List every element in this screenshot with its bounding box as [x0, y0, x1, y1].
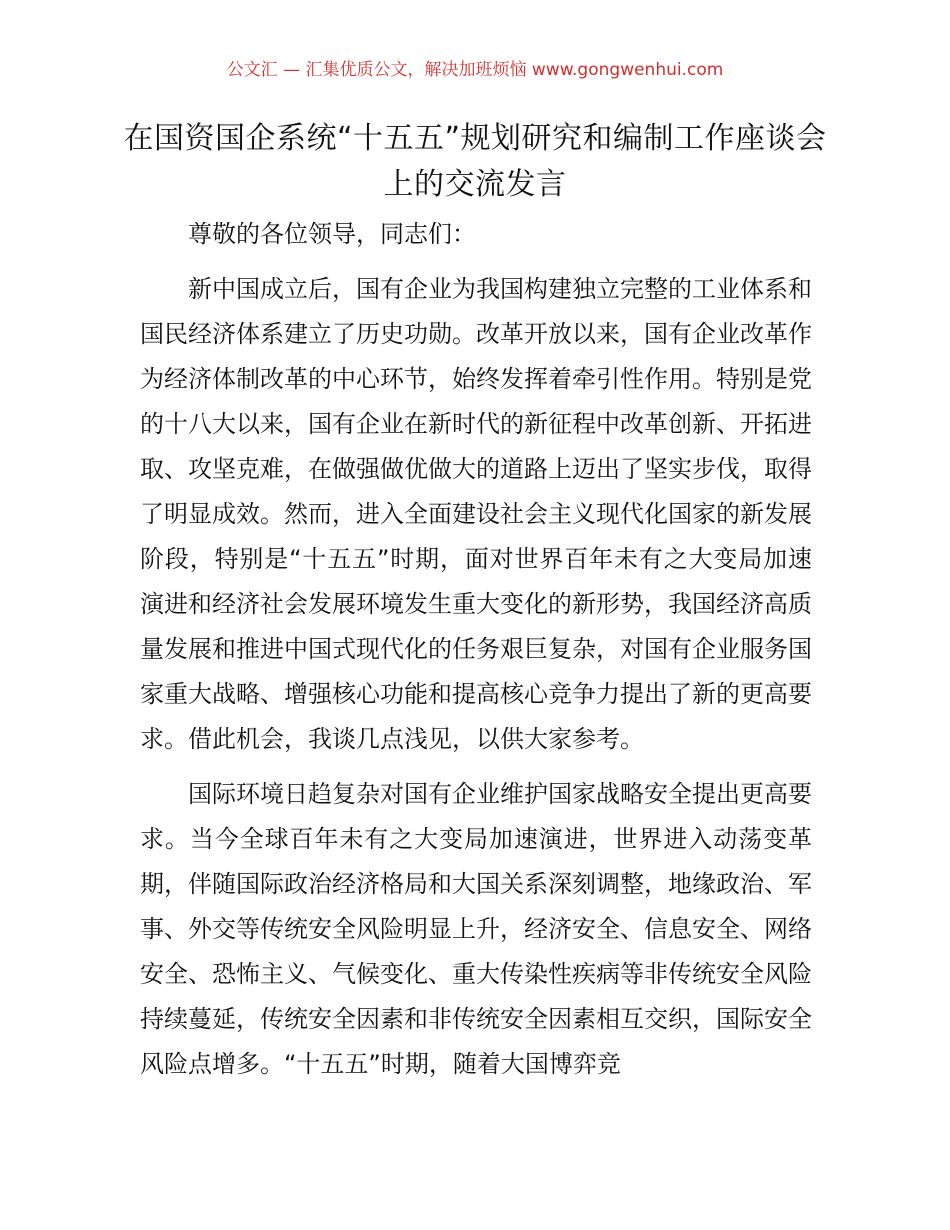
paragraph-intro: 新中国成立后，国有企业为我国构建独立完整的工业体系和国民经济体系建立了历史功勋。改革开放以来，国有企业改革作为经济体制改革的中心环节，始终发挥着牵引性作用。特别是党的十八大以来，国有企业在新时代的新征程中改革创新、开拓进取、攻坚克难，在做强做优做大的道路上迈出了坚实步伐，取得了明显成效。然而，进入全面建设社会主义现代化国家的新发展阶段，特别是“十五五”时期，面对世界百年未有之大变局加速演进和经济社会发展环境发生重大变化的新形势，我国经济高质量发展和推进中国式现代化的任务艰巨复杂，对国有企业服务国家重大战略、增强核心功能和提高核心竞争力提出了新的更高要求。借此机会，我谈几点浅见，以供大家参考。 [140, 275, 812, 753]
document-body [140, 212, 812, 1097]
document-title: 在国资国企系统“十五五”规划研究和编制工作座谈会上的交流发言 [123, 121, 827, 202]
site-watermark-header: 公文汇 — 汇集优质公文，解决加班烦恼 www.gongwenhui.com [226, 60, 724, 80]
greeting: 尊敬的各位领导，同志们： [188, 220, 476, 248]
paragraph-international-environment: 国际环境日趋复杂对国有企业维护国家战略安全提出更高要求。当今全球百年未有之大变局加速演进，世界进入动荡变革期，伴随国际政治经济格局和大国关系深刻调整，地缘政治、军事、外交等传统安全风险明显上升，经济安全、信息安全、网络安全、恐怖主义、气候变化、重大传染性疾病等非传统安全风险持续蔓延，传统安全因素和非传统安全因素相互交织，国际安全风险点增多。“十五五”时期，随着大国博弈竞 [140, 780, 812, 1078]
